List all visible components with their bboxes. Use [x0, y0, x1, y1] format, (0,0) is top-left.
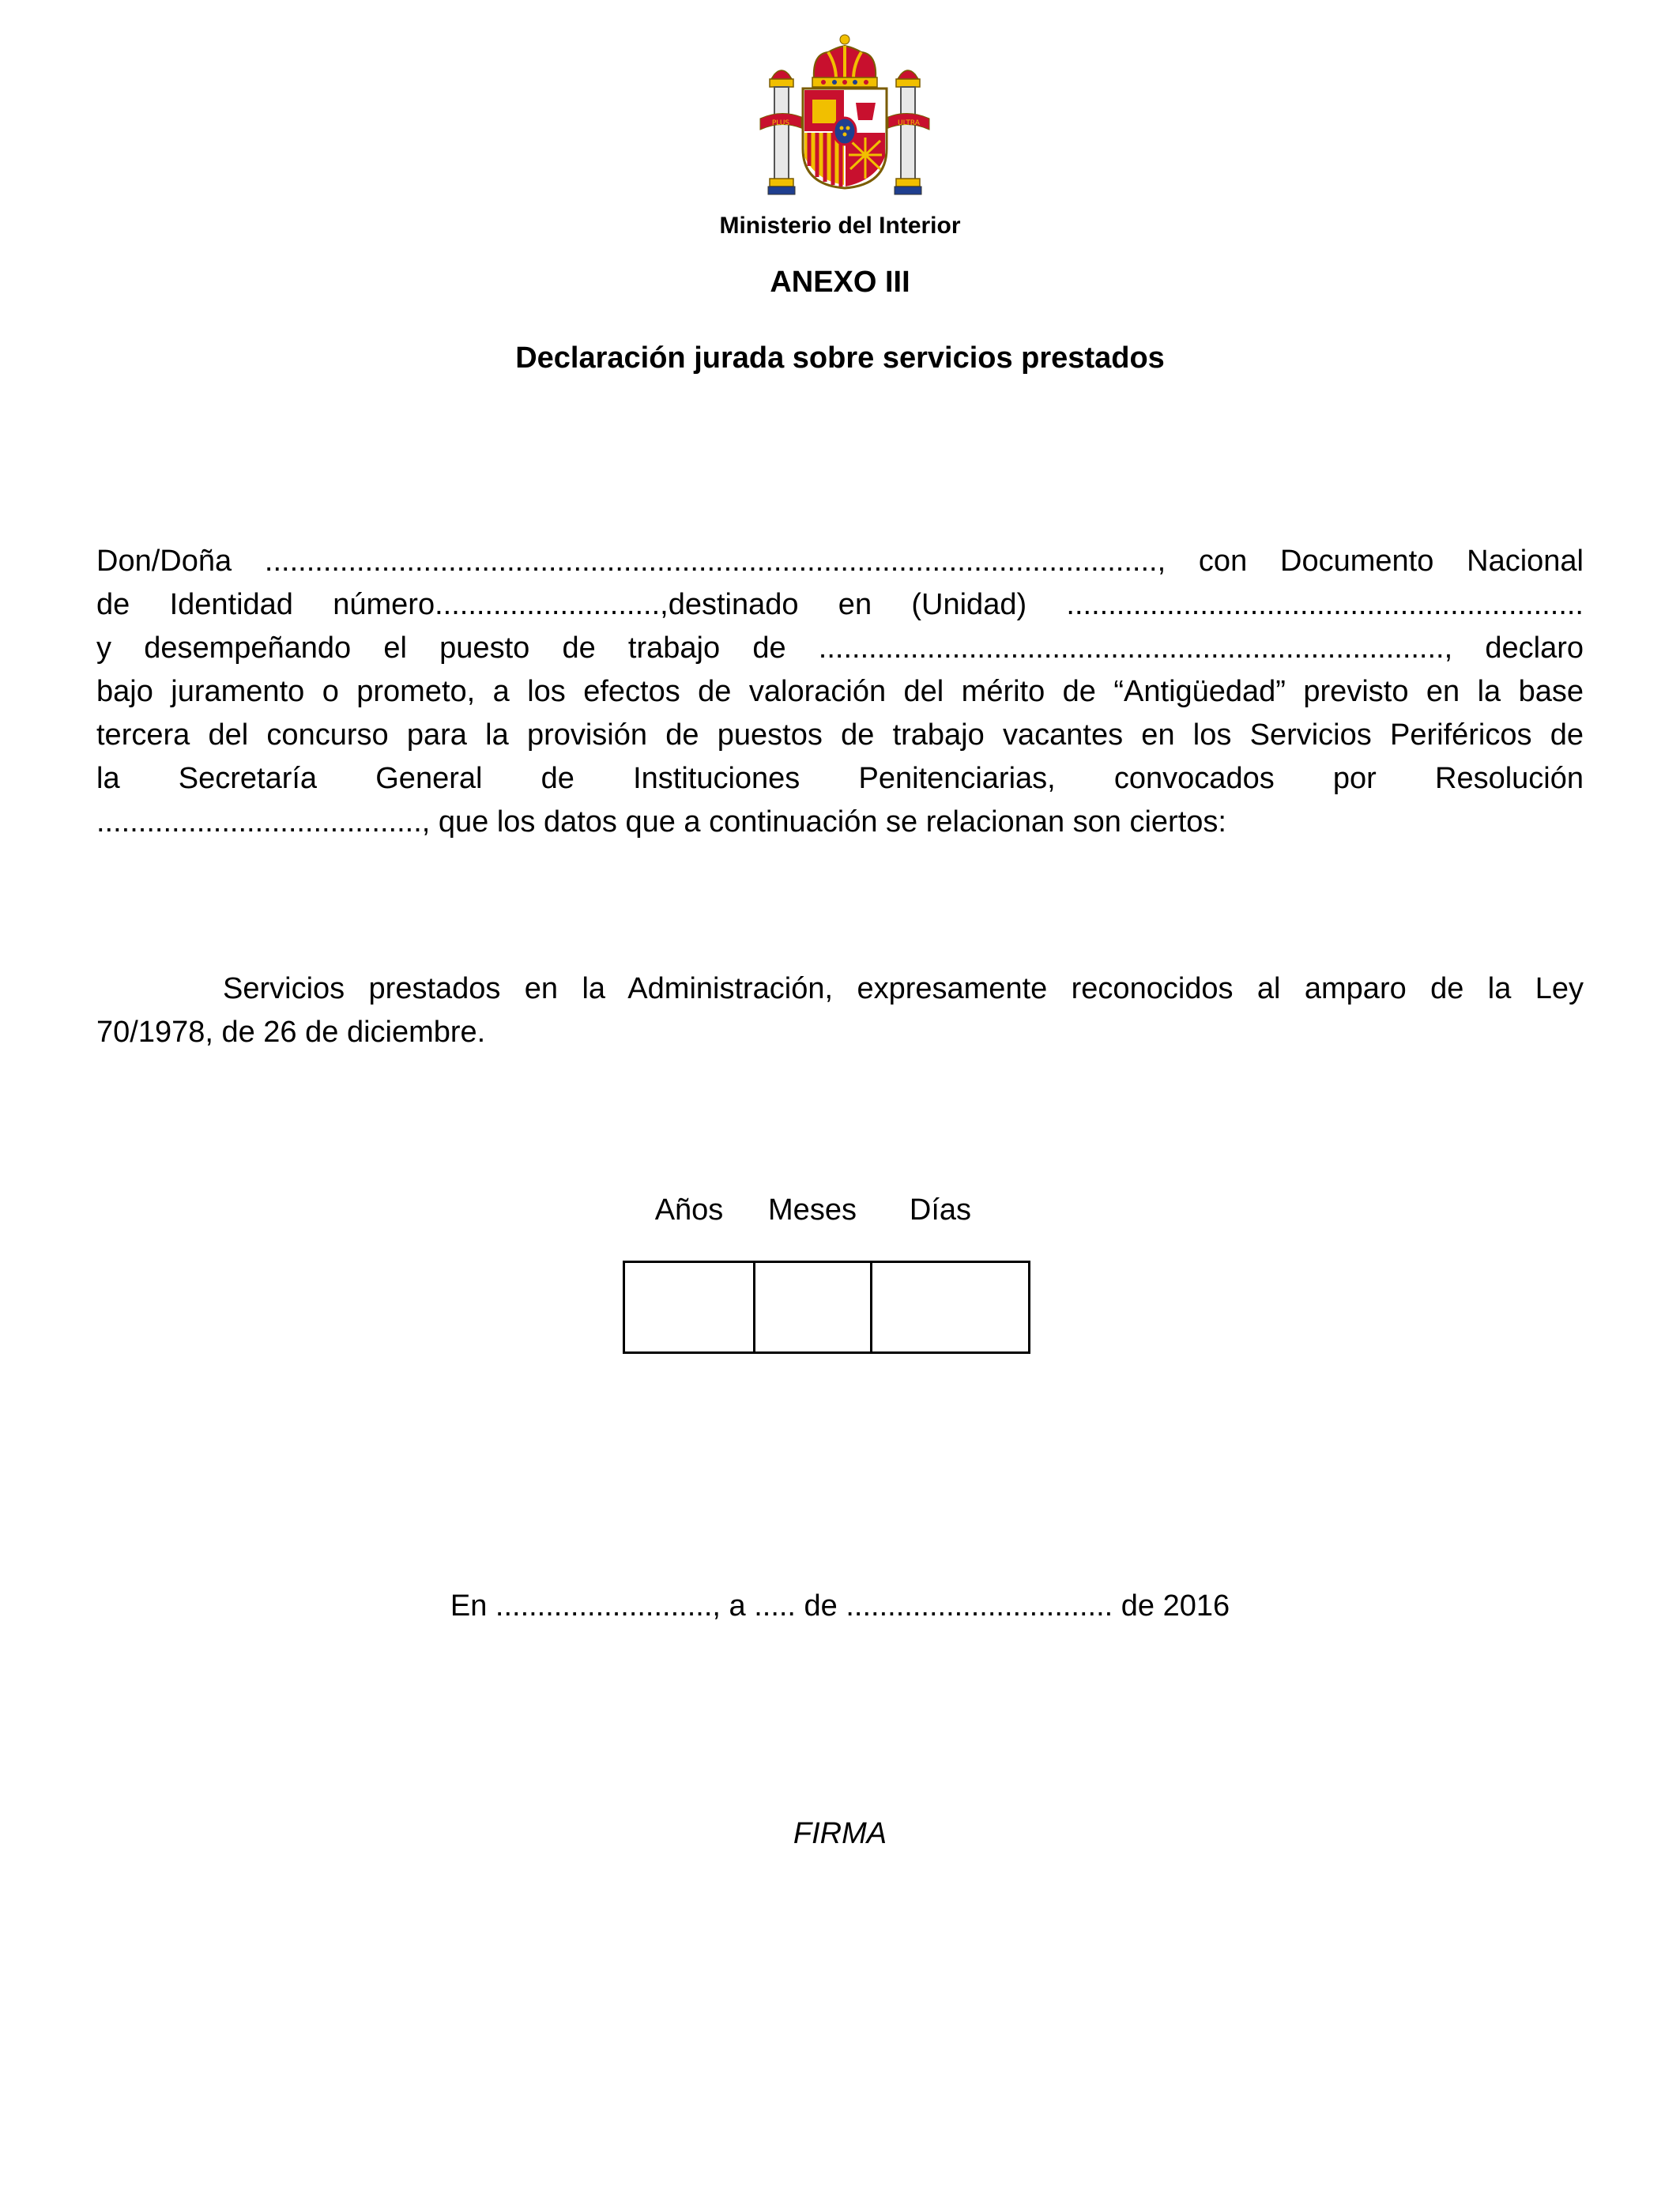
declaration-line: Don/Doña ..........................................................................................................., con Documento Nacional — [96, 545, 1584, 578]
shield-icon — [803, 89, 887, 188]
ministry-name: Ministerio del Interior — [719, 213, 961, 239]
annex-label: ANEXO III — [770, 266, 910, 299]
declaration-line: de Identidad número...........................,destinado en (Unidad) .............................................................. — [96, 588, 1584, 621]
coat-of-arms-icon — [757, 30, 932, 198]
days-field[interactable] — [870, 1263, 1028, 1351]
declaration-line: bajo juramento o prometo, a los efectos de valoración del mérito de “Antigüedad” previsto en la base — [96, 675, 1584, 708]
column-header-days: Días — [909, 1193, 972, 1227]
declaration-line: la Secretaría General de Instituciones Penitenciarias, convocados por Resolución — [96, 762, 1584, 795]
column-header-months: Meses — [768, 1193, 857, 1227]
crown-icon — [812, 35, 877, 87]
declaration-paragraph — [96, 540, 1584, 844]
motto-left: PLUS — [771, 119, 790, 127]
services-paragraph — [96, 967, 1584, 1054]
left-pillar-icon — [768, 70, 795, 194]
right-pillar-icon — [895, 70, 921, 194]
declaration-line: ......................................., que los datos que a continuación se relacionan son ciertos: — [96, 805, 1226, 839]
period-table — [623, 1261, 1030, 1354]
signature-label: FIRMA — [793, 1817, 887, 1850]
declaration-line: tercera del concurso para la provisión de puestos de trabajo vacantes en los Servicios Periféricos de — [96, 718, 1584, 752]
declaration-line: y desempeñando el puesto de trabajo de ..........................................................................., declaro — [96, 631, 1584, 665]
document-title: Declaración jurada sobre servicios prestados — [515, 341, 1165, 375]
services-line: 70/1978, de 26 de diciembre. — [96, 1016, 486, 1049]
place-and-date-line: En .........................., a ..... de ................................ de 2016 — [450, 1589, 1230, 1623]
motto-right: ULTRA — [898, 119, 920, 127]
column-header-years: Años — [654, 1193, 724, 1227]
services-line: Servicios prestados en la Administración, expresamente reconocidos al amparo de la Ley — [223, 972, 1584, 1005]
months-field[interactable] — [753, 1263, 870, 1351]
years-field[interactable] — [625, 1263, 753, 1351]
